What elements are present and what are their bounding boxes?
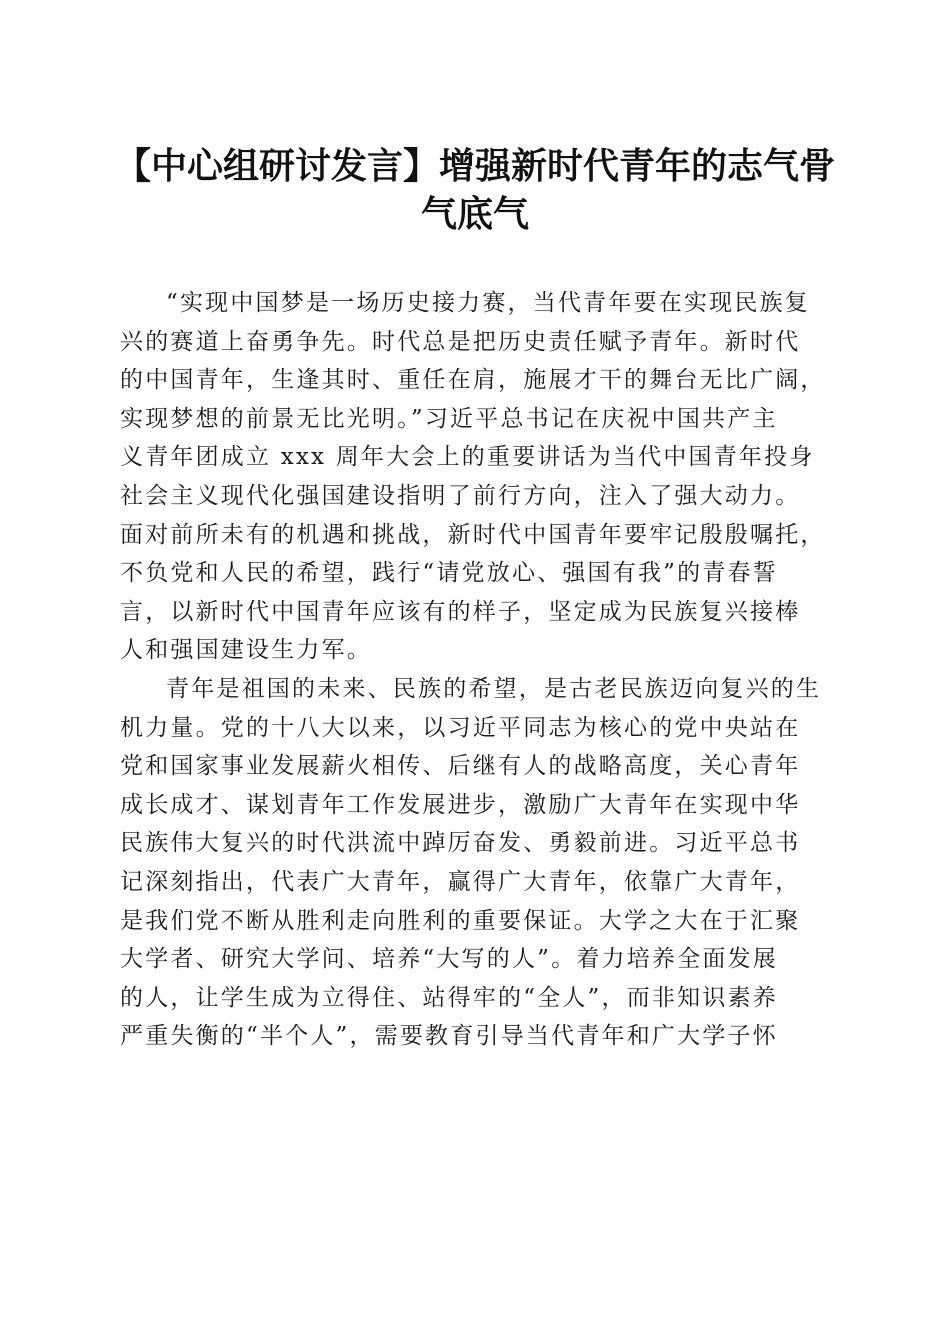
paragraph-line: 大学者、研究大学问、培养“大写的人”。着力培养全面发展 bbox=[120, 946, 778, 973]
paragraph-2 bbox=[120, 670, 840, 1056]
document-title bbox=[110, 142, 840, 238]
paragraph-line: 严重失衡的“半个人”，需要教育引导当代青年和广大学子怀 bbox=[120, 1023, 778, 1050]
paragraph-line: 面对前所未有的机遇和挑战，新时代中国青年要牢记殷殷嘱托， bbox=[120, 521, 826, 548]
paragraph-line: 党和国家事业发展薪火相传、后继有人的战略高度，关心青年 bbox=[120, 753, 801, 780]
document-body bbox=[120, 284, 840, 1056]
paragraph-line: 的中国青年，生逢其时、重任在肩，施展才干的舞台无比广阔， bbox=[120, 367, 826, 394]
title-line-2: 气底气 bbox=[420, 193, 529, 235]
paragraph-line: 成长成才、谋划青年工作发展进步，激励广大青年在实现中华 bbox=[120, 791, 801, 818]
paragraph-1 bbox=[120, 284, 840, 670]
paragraph-line: 是我们党不断从胜利走向胜利的重要保证。大学之大在于汇聚 bbox=[120, 907, 801, 934]
paragraph-line: “实现中国梦是一场历史接力赛，当代青年要在实现民族复 bbox=[166, 290, 810, 316]
paragraph-line: 民族伟大复兴的时代洪流中踔厉奋发、勇毅前进。习近平总书 bbox=[120, 830, 801, 857]
paragraph-line: 兴的赛道上奋勇争先。时代总是把历史责任赋予青年。新时代 bbox=[120, 328, 801, 355]
paragraph-line: 人和强国建设生力军。 bbox=[120, 637, 372, 664]
paragraph-line: 社会主义现代化强国建设指明了前行方向，注入了强大动力。 bbox=[120, 482, 801, 509]
paragraph-line: 实现梦想的前景无比光明。”习近平总书记在庆祝中国共产主 bbox=[120, 405, 778, 432]
paragraph-line: 义青年团成立 xxx 周年大会上的重要讲话为当代中国青年投身 bbox=[120, 444, 815, 471]
title-line-1: 【中心组研讨发言】增强新时代青年的志气骨 bbox=[114, 145, 835, 187]
paragraph-line: 机力量。党的十八大以来，以习近平同志为核心的党中央站在 bbox=[120, 714, 801, 741]
paragraph-line: 青年是祖国的未来、民族的希望，是古老民族迈向复兴的生 bbox=[166, 675, 822, 702]
paragraph-line: 言，以新时代中国青年应该有的样子，坚定成为民族复兴接棒 bbox=[120, 598, 801, 625]
paragraph-line: 记深刻指出，代表广大青年，赢得广大青年，依靠广大青年， bbox=[120, 868, 801, 895]
paragraph-line: 不负党和人民的希望，践行“请党放心、强国有我”的青春誓 bbox=[120, 560, 778, 587]
paragraph-line: 的人，让学生成为立得住、站得牢的“全人”，而非知识素养 bbox=[120, 984, 778, 1011]
